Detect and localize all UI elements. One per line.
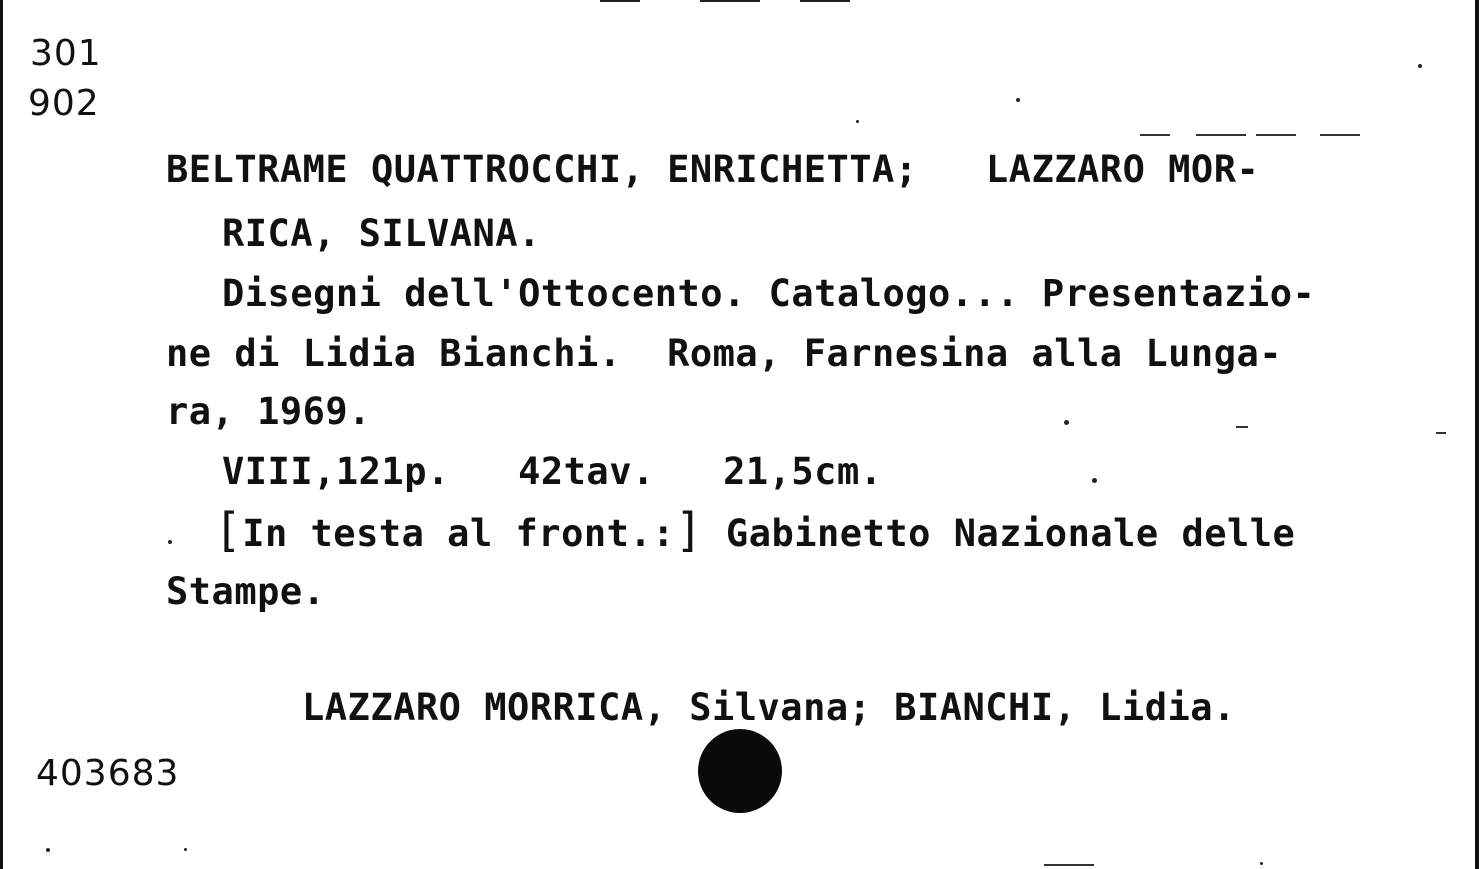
top-edge-mark bbox=[700, 0, 760, 2]
scan-mark bbox=[1140, 134, 1170, 136]
note-rest: Gabinetto Nazionale delle bbox=[703, 512, 1296, 555]
call-number-line2: 902 bbox=[28, 83, 100, 124]
punch-hole bbox=[698, 729, 782, 813]
heading-line1: BELTRAME QUATTROCCHI, ENRICHETTA; LAZZARO MOR- bbox=[166, 148, 1260, 191]
top-edge-mark bbox=[600, 0, 640, 2]
title-line1: Disegni dell'Ottocento. Catalogo... Presentazio- bbox=[222, 272, 1316, 315]
note-bracket-open: [ bbox=[214, 503, 243, 557]
call-number-line1: 301 bbox=[30, 33, 102, 74]
scan-mark bbox=[1236, 426, 1248, 428]
speck bbox=[46, 848, 50, 852]
tracing-line: LAZZARO MORRICA, Silvana; BIANCHI, Lidia. bbox=[302, 686, 1236, 729]
heading-line2: RICA, SILVANA. bbox=[222, 212, 541, 255]
speck bbox=[1064, 420, 1069, 425]
speck bbox=[1092, 478, 1097, 483]
scan-mark bbox=[1196, 134, 1246, 136]
top-edge-mark bbox=[800, 0, 850, 2]
card-left-border bbox=[0, 0, 3, 869]
speck bbox=[1016, 98, 1020, 102]
speck bbox=[1260, 862, 1263, 865]
speck bbox=[856, 120, 859, 123]
scan-mark bbox=[1044, 864, 1094, 866]
card-right-border bbox=[1475, 0, 1479, 869]
collation-line: VIII,121p. 42tav. 21,5cm. bbox=[222, 450, 883, 493]
speck bbox=[1418, 64, 1422, 68]
accession-number: 403683 bbox=[36, 753, 180, 794]
title-line2: ne di Lidia Bianchi. Roma, Farnesina alla Lunga- bbox=[166, 332, 1283, 375]
scan-mark bbox=[1436, 432, 1446, 434]
title-line3: ra, 1969. bbox=[166, 390, 371, 433]
note-line1 bbox=[214, 503, 1296, 557]
scan-mark bbox=[1320, 134, 1360, 136]
scan-mark bbox=[1256, 134, 1296, 136]
note-line2: Stampe. bbox=[166, 570, 326, 613]
note-bracket-text: In testa al front.: bbox=[242, 512, 675, 555]
note-bracket-close: ] bbox=[674, 503, 704, 557]
speck bbox=[184, 848, 187, 851]
speck bbox=[168, 540, 172, 544]
